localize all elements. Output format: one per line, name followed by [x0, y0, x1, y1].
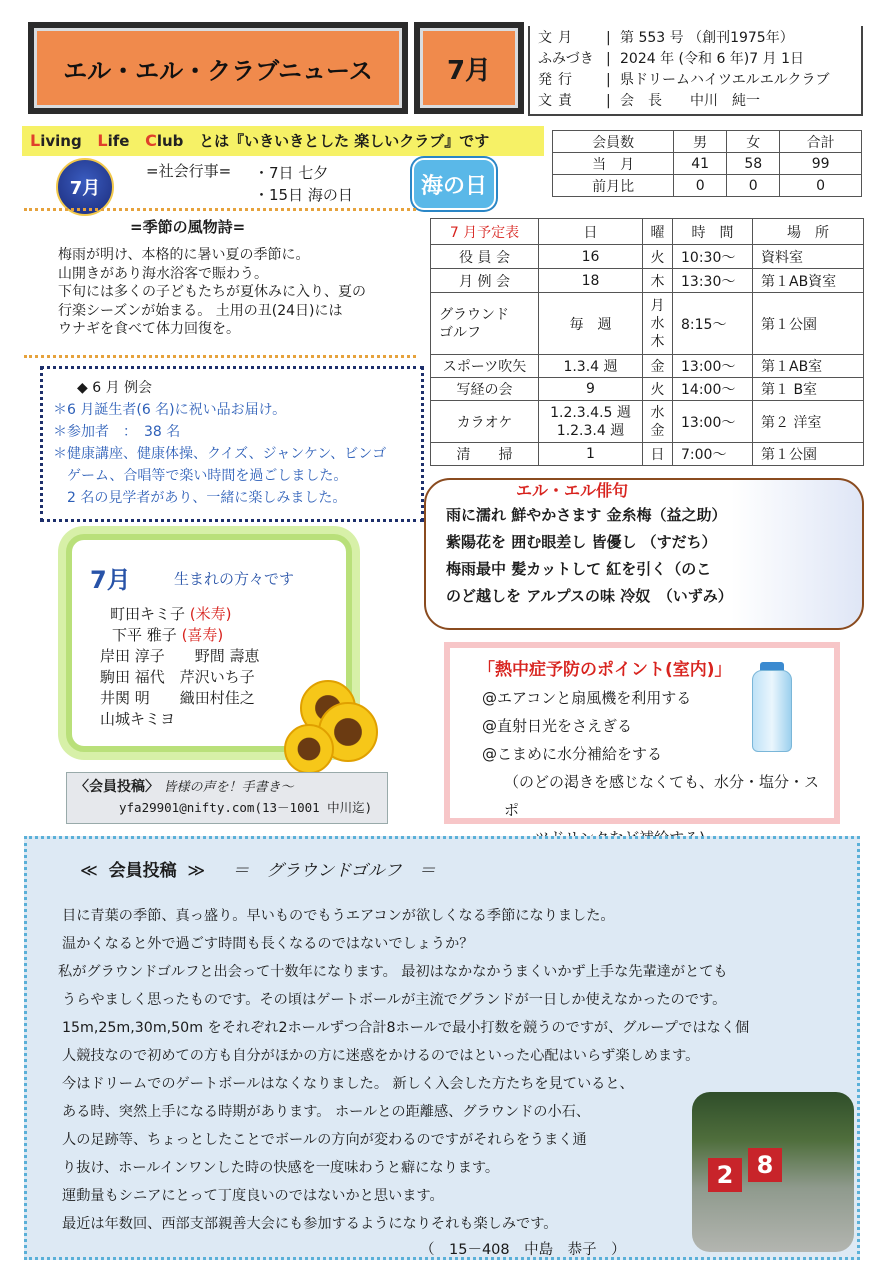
essay-line: 人の足跡等、ちょっとしたことでボールの方向が変わるのですがそれらをうまく通 [62, 1132, 587, 1148]
essay-line: うらやましく思ったものです。その頃はゲートボールが主流でグランドが一日しか使えなかったのです。 [62, 992, 727, 1008]
birthday-honored [100, 625, 260, 646]
table-header: 時 間 [673, 219, 753, 245]
masthead-value: 第 553 号 （創刊1975年） [620, 30, 794, 46]
social-events-label: =社会行事= [146, 162, 232, 180]
heatstroke-note: （のどの渇きを感じなくても、水分・塩分・スポ [504, 773, 820, 819]
sunflower-icon [284, 724, 334, 774]
haiku-lines [446, 502, 733, 610]
essay-line: り抜け、ホールインワンした時の快感を一度味わうと癖になります。 [62, 1160, 500, 1176]
masthead-row: ふみづき | 2024 年 (令和 6 年)7 月 1日 [538, 49, 853, 70]
birthday-note: (喜寿) [181, 626, 224, 644]
essay-line: 今はドリームでのゲートボールはなくなりました。 新しく入会した方たちを見ていると、 [62, 1076, 634, 1092]
table-cell: 18 [539, 269, 643, 293]
essay-line: 温かくなると外で過ごす時間も長くなるのではないでしょうか？ [62, 936, 474, 952]
table-header: 日 [539, 219, 643, 245]
newsletter-title: エル・エル・クラブニュース [34, 28, 402, 108]
birthday-note: (米寿) [189, 605, 232, 623]
social-event: ・15日 海の日 [254, 186, 353, 204]
table-header: 7 月予定表 [431, 219, 539, 245]
table-cell: 0 [780, 175, 862, 197]
table-cell: 金 [643, 355, 673, 378]
newsletter-title-box [28, 22, 408, 114]
member-post-box [66, 772, 388, 824]
heatstroke-point: @直射日光をさえぎる [482, 717, 633, 735]
table-cell: 第１ B室 [753, 378, 864, 401]
essay-title-bracket: ≫ [187, 861, 206, 881]
june-meeting-title: ◆ 6 月 例会 [77, 380, 153, 396]
table-cell: 7:00～ [673, 443, 753, 466]
masthead-key: 文月 [538, 30, 578, 46]
table-cell: 日 [643, 443, 673, 466]
season-poem-line: 行楽シーズンが始まる。 土用の丑(24日)には [58, 302, 343, 319]
birthday-line: 岸田 淳子 野間 壽恵 [100, 647, 260, 665]
table-cell: 8:15～ [673, 293, 753, 355]
masthead-row: 発行 | 県ドリームハイツエルエルクラブ [538, 70, 853, 91]
birthday-name: 下平 雅子 [112, 626, 177, 644]
june-meeting-report [40, 366, 424, 522]
essay-line: ある時、突然上手になる時期があります。 ホールとの距離感、グラウンドの小石、 [62, 1104, 591, 1120]
masthead-key: ふみづき [538, 51, 594, 67]
table-cell: 前月比 [553, 175, 674, 197]
birthday-line: 山城キミヨ [100, 710, 176, 728]
table-row [431, 378, 864, 401]
essay-line: 15m,25m,30m,50m をそれぞれ2ホールずつ合計8ホールで最小打数を競うのですが、グループではなく個 [62, 1020, 750, 1036]
essay-line: 目に青葉の季節、真っ盛り。早いものでもうエアコンが欲しくなる季節になりました。 [62, 908, 615, 924]
table-cell: 毎 週 [539, 293, 643, 355]
table-cell: 役 員 会 [431, 245, 539, 269]
membership-table [552, 130, 862, 197]
table-cell: 月 例 会 [431, 269, 539, 293]
season-poem-line: ウナギを食べて体力回復を。 [58, 321, 240, 337]
table-header: 女 [727, 131, 780, 153]
month-box [414, 22, 524, 114]
table-cell: 41 [674, 153, 727, 175]
water-bottle-icon [752, 670, 792, 752]
table-header: 合計 [780, 131, 862, 153]
essay-author: （ 15－408 中島 恭子 ） [420, 1242, 626, 1258]
table-row [553, 131, 862, 153]
table-cell: 資料室 [753, 245, 864, 269]
table-cell: 16 [539, 245, 643, 269]
heatstroke-title: 「熱中症予防のポイント(室内)」 [478, 660, 732, 680]
table-cell: 1.2.3.4.5 週 1.2.3.4 週 [539, 401, 643, 443]
issue-month: 7月 [420, 28, 518, 108]
table-cell: 第１AB室 [753, 355, 864, 378]
club-intro-initial: C [145, 131, 157, 150]
table-row [431, 269, 864, 293]
essay-line: 運動量もシニアにとって丁度良いのではないかと思います。 [62, 1188, 444, 1204]
essay-title-bracket: ≪ [80, 861, 98, 881]
table-row [431, 245, 864, 269]
table-cell: 第１公園 [753, 293, 864, 355]
table-cell: 0 [674, 175, 727, 197]
club-intro-word: iving [40, 132, 82, 150]
june-meeting-line: ＊参加者 ： 38 名 [53, 424, 181, 440]
essay-line: 人競技なので初めての方も自分がほかの方に迷惑をかけるのではといった心配はいらず楽しめます。 [62, 1048, 700, 1064]
table-row [553, 175, 862, 197]
table-cell: 水 金 [643, 401, 673, 443]
post-box-contact: yfa29901@nifty.com(13－1001 中川迄) [119, 800, 373, 815]
heatstroke-point: @エアコンと扇風機を利用する [482, 689, 692, 707]
birthday-names [100, 604, 260, 730]
table-cell: 1.3.4 週 [539, 355, 643, 378]
haiku-line: のど越しを アルプスの味 冷奴 （いずみ） [446, 587, 733, 605]
table-cell: 木 [643, 269, 673, 293]
essay-line: 私がグラウンドゴルフと出会って十数年になります。 最初はなかなかうまくいかず上手な先輩達がとても [58, 964, 728, 980]
season-poem-body [58, 246, 398, 339]
essay-title-label: 会員投稿 [108, 861, 177, 881]
essay-title [80, 856, 436, 881]
table-cell: 1 [539, 443, 643, 466]
table-cell: スポーツ吹矢 [431, 355, 539, 378]
birthday-honored [100, 604, 260, 625]
club-intro [22, 126, 544, 156]
haiku-line: 梅雨最中 髪カットして 紅を引く（のこ [446, 560, 712, 578]
table-cell: 清 掃 [431, 443, 539, 466]
birthday-name: 町田キミ子 [110, 605, 186, 623]
table-cell: 当 月 [553, 153, 674, 175]
haiku-line: 雨に濡れ 鮮やかさます 金糸梅（益之助） [446, 506, 727, 524]
june-meeting-line: ＊6 月誕生者(6 名)に祝い品お届け。 [53, 402, 287, 418]
table-header: 場 所 [753, 219, 864, 245]
birthday-line: 駒田 福代 芹沢いち子 [100, 668, 255, 686]
june-meeting-line: ＊健康講座、健康体操、クイズ、ジャンケン、ビンゴ [53, 446, 387, 462]
table-cell: 14:00～ [673, 378, 753, 401]
essay-line: 最近は年数回、西部支部親善大会にも参加するようになりそれも楽しみです。 [62, 1216, 558, 1232]
table-row [431, 401, 864, 443]
club-intro-initial: L [97, 131, 108, 150]
table-cell: 99 [780, 153, 862, 175]
table-cell: カラオケ [431, 401, 539, 443]
post-box-label: 〈会員投稿〉 [75, 779, 159, 795]
masthead-row: 文月 | 第 553 号 （創刊1975年） [538, 28, 853, 49]
masthead-value: 2024 年 (令和 6 年)7 月 1日 [620, 51, 804, 67]
table-cell: 火 [643, 245, 673, 269]
table-cell: 13:30～ [673, 269, 753, 293]
social-event: ・7日 七夕 [254, 164, 329, 182]
birthday-month: 7月 [90, 566, 131, 594]
masthead-value: 会 長 中川 純一 [620, 93, 760, 109]
tanabata-badge-icon: 7月 [56, 158, 114, 216]
table-header: 曜 [643, 219, 673, 245]
essay-title-subject: ＝ グラウンドゴルフ ＝ [232, 861, 436, 881]
table-row [431, 219, 864, 245]
club-intro-word: lub [156, 132, 184, 150]
table-row [553, 153, 862, 175]
june-meeting-line: ゲーム、合唱等で楽い時間を過ごしました。 [53, 468, 348, 484]
club-intro-initial: L [30, 131, 41, 150]
haiku-title: エル・エル俳句 [516, 481, 629, 500]
haiku-line: 紫陽花を 囲む眼差し 皆優し （すだち） [446, 533, 717, 551]
season-poem-line: 梅雨が明け、本格的に暑い夏の季節に。 [58, 247, 310, 263]
birthday-subtitle: 生まれの方々です [174, 570, 295, 588]
table-header: 会員数 [553, 131, 674, 153]
table-row [431, 355, 864, 378]
ground-golf-photo [692, 1092, 854, 1252]
season-poem-line: 山開きがあり海水浴客で賑わう。 [58, 265, 268, 282]
table-cell: 火 [643, 378, 673, 401]
table-cell: 写経の会 [431, 378, 539, 401]
hole-flag-icon: 2 [708, 1158, 742, 1192]
table-row [431, 443, 864, 466]
table-cell: 第１AB資室 [753, 269, 864, 293]
table-cell: 0 [727, 175, 780, 197]
masthead-value: 県ドリームハイツエルエルクラブ [620, 72, 830, 88]
table-row [431, 293, 864, 355]
june-meeting-line: 2 名の見学者があり、一緒に楽しみました。 [53, 490, 347, 506]
club-intro-word: ife [107, 132, 130, 150]
table-cell: 第２ 洋室 [753, 401, 864, 443]
masthead-key: 文責 [538, 93, 578, 109]
table-cell: 月 水 木 [643, 293, 673, 355]
table-cell: 9 [539, 378, 643, 401]
masthead-key: 発行 [538, 72, 578, 88]
birthday-line: 井関 明 織田村佳之 [100, 689, 255, 707]
table-cell: 13:00～ [673, 401, 753, 443]
post-box-note: 皆様の声を！手書き～ [163, 780, 294, 795]
hole-flag-icon: 8 [748, 1148, 782, 1182]
table-cell: 第１公園 [753, 443, 864, 466]
masthead [528, 26, 863, 116]
season-poem-title: =季節の風物詩= [130, 218, 246, 236]
table-cell: 58 [727, 153, 780, 175]
marine-day-badge-icon: 海の日 [412, 158, 496, 210]
table-cell: 10:30～ [673, 245, 753, 269]
masthead-row: 文責 | 会 長 中川 純一 [538, 91, 853, 112]
schedule-table [430, 218, 864, 466]
club-intro-text: とは『いきいきとした 楽しいクラブ』です [199, 132, 490, 150]
table-cell: 13:00～ [673, 355, 753, 378]
table-header: 男 [674, 131, 727, 153]
season-poem-line: 下旬には多くの子どもたちが夏休みに入り、夏の [58, 284, 366, 300]
table-cell: グラウンド ゴルフ [431, 293, 539, 355]
heatstroke-point: @こまめに水分補給をする [482, 745, 663, 763]
